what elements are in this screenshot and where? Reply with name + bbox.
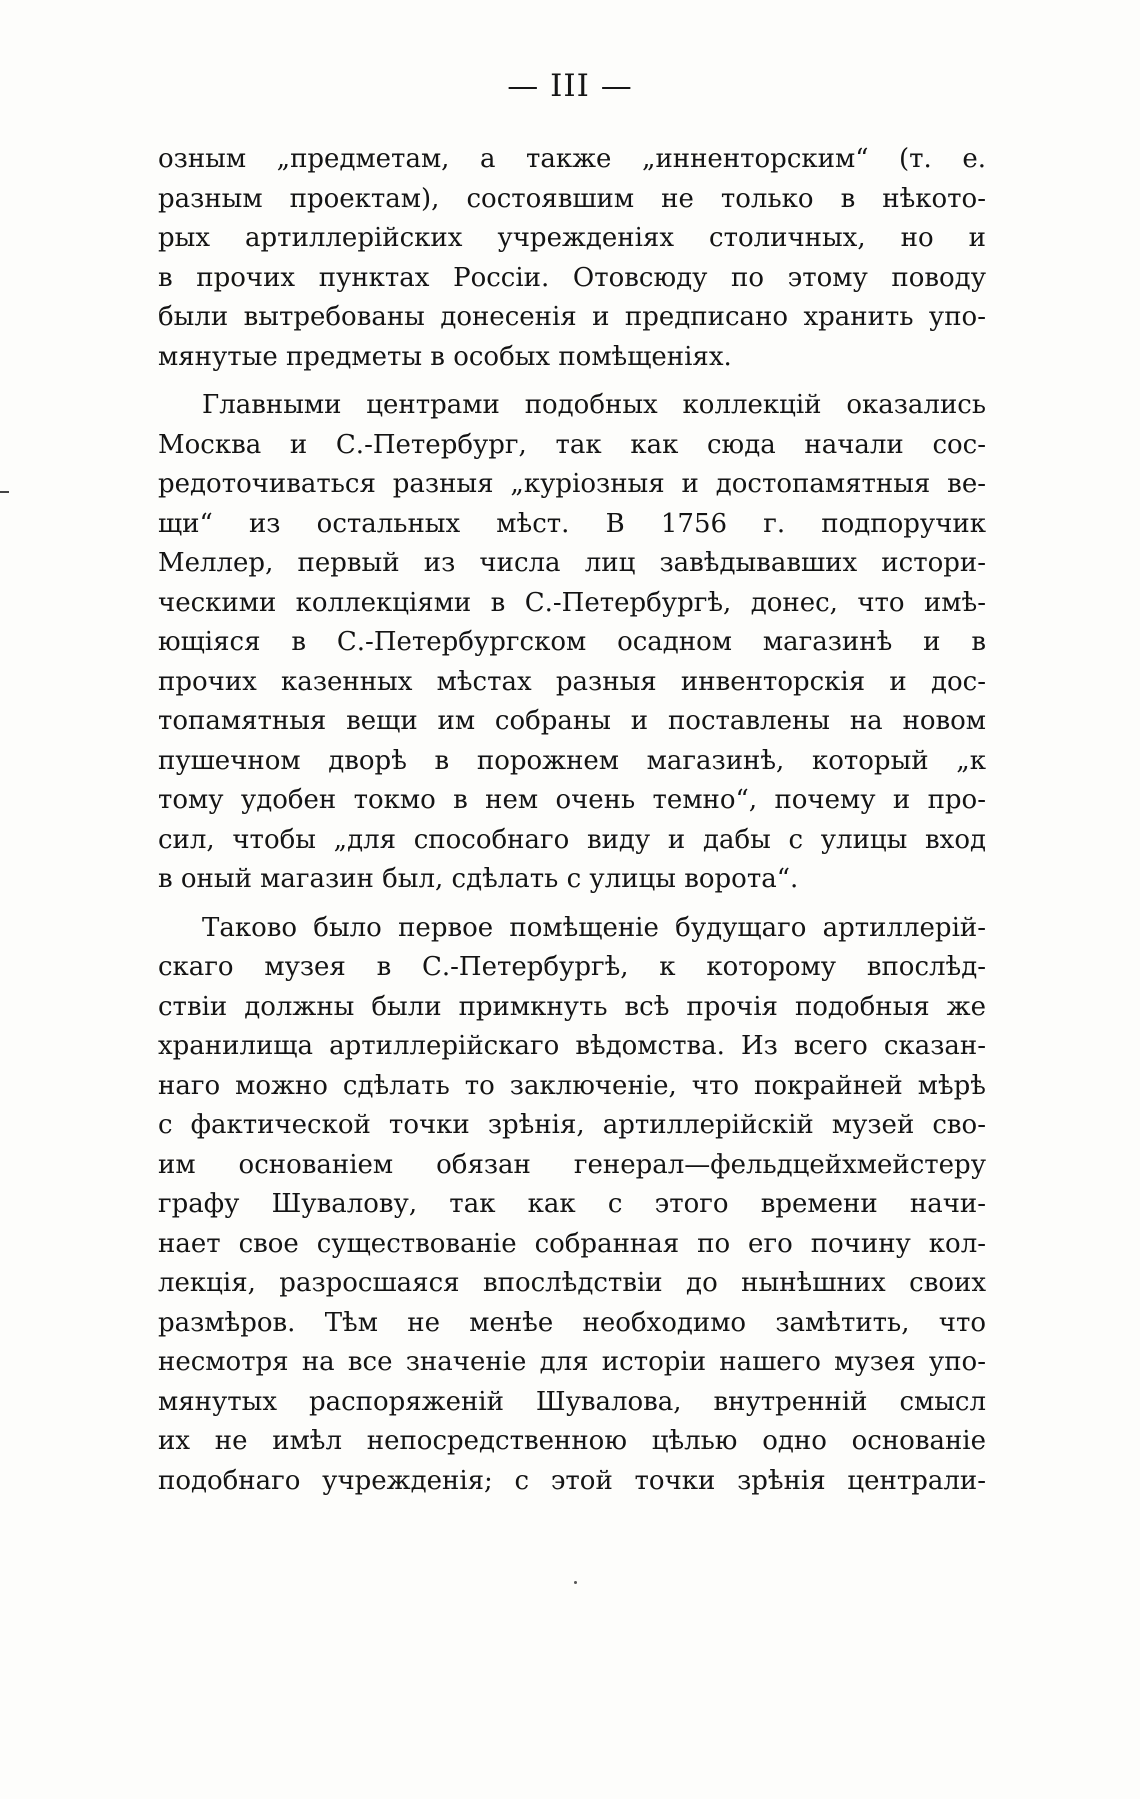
text-line: наго можно сдѣлать то заключеніе, что покрайней мѣрѣ bbox=[158, 1070, 986, 1101]
paragraph bbox=[158, 909, 986, 1502]
text-line: ческими коллекціями в С.-Петербургѣ, донес, что имѣ- bbox=[158, 587, 986, 618]
text-line: рых артиллерійских учрежденіях столичных, но и bbox=[158, 223, 986, 253]
text-line: пушечном дворѣ в порожнем магазинѣ, который „к bbox=[158, 745, 986, 776]
text-line: скаго музея в С.-Петербургѣ, к которому впослѣд- bbox=[158, 952, 986, 982]
text-line: нает свое существованіе собранная по его почину кол- bbox=[158, 1228, 986, 1259]
text-line: щи“ из остальных мѣст. В 1756 г. подпоручик bbox=[158, 508, 986, 539]
text-line: Таково было первое помѣщеніе будущаго артиллерій- bbox=[202, 912, 986, 943]
text-line: несмотря на все значеніе для исторіи нашего музея упо- bbox=[158, 1347, 986, 1377]
text-line: редоточиваться разныя „куріозныя и достопамятныя ве- bbox=[158, 469, 986, 499]
margin-mark bbox=[0, 491, 9, 493]
text-line: прочих казенных мѣстах разныя инвенторскія и дос- bbox=[158, 666, 986, 697]
text-line: подобнаго учрежденія; с этой точки зрѣнія централи- bbox=[158, 1465, 986, 1496]
text-line: лекція, разросшаяся впослѣдствіи до нынѣшних своих bbox=[158, 1268, 986, 1298]
text-line: топамятныя вещи им собраны и поставлены на новом bbox=[158, 706, 986, 736]
text-line: Главными центрами подобных коллекцій оказались bbox=[202, 390, 986, 420]
text-line: тому удобен токмо в нем очень темно“, почему и про- bbox=[158, 785, 986, 815]
print-speck bbox=[574, 1581, 577, 1584]
text-line: мянутых распоряженій Шувалова, внутренній смысл bbox=[158, 1386, 986, 1417]
text-line: в оный магазин был, сдѣлать с улицы ворота“. bbox=[158, 864, 799, 894]
text-line: в прочих пунктах Россіи. Отовсюду по этому поводу bbox=[158, 262, 986, 293]
text-line: с фактической точки зрѣнія, артиллерійскій музей сво- bbox=[158, 1110, 986, 1140]
text-body bbox=[158, 140, 986, 1501]
text-line: Москва и С.-Петербург, так как сюда начали сос- bbox=[158, 429, 986, 460]
text-line: ющіяся в С.-Петербургском осадном магазинѣ и в bbox=[158, 627, 986, 657]
text-line: им основаніем обязан генерал—фельдцейхмейстеру bbox=[158, 1149, 986, 1180]
paragraph-gap bbox=[158, 377, 986, 386]
page-number: — III — bbox=[507, 68, 633, 104]
paragraph-gap bbox=[158, 900, 986, 909]
text-line: Меллер, первый из числа лиц завѣдывавших истори- bbox=[158, 548, 986, 578]
text-line: разным проектам), состоявшим не только в нѣкото- bbox=[158, 183, 986, 214]
text-line: размѣров. Тѣм не менѣе необходимо замѣтить, что bbox=[158, 1307, 986, 1338]
text-line: графу Шувалову, так как с этого времени начи- bbox=[158, 1189, 986, 1219]
text-line: ствіи должны были примкнуть всѣ прочія подобныя же bbox=[158, 991, 986, 1022]
text-line: мянутые предметы в особых помѣщеніях. bbox=[158, 341, 732, 372]
text-line: их не имѣл непосредственною цѣлью одно основаніе bbox=[158, 1426, 986, 1456]
paragraph bbox=[158, 140, 986, 377]
text-line: сил, чтобы „для способнаго виду и дабы с улицы вход bbox=[158, 824, 986, 855]
text-line: хранилища артиллерійскаго вѣдомства. Из всего сказан- bbox=[158, 1031, 986, 1061]
text-line: озным „предметам, а также „инненторским“ (т. е. bbox=[158, 144, 986, 174]
text-line: были вытребованы донесенія и предписано хранить упо- bbox=[158, 302, 986, 332]
paragraph bbox=[158, 386, 986, 900]
